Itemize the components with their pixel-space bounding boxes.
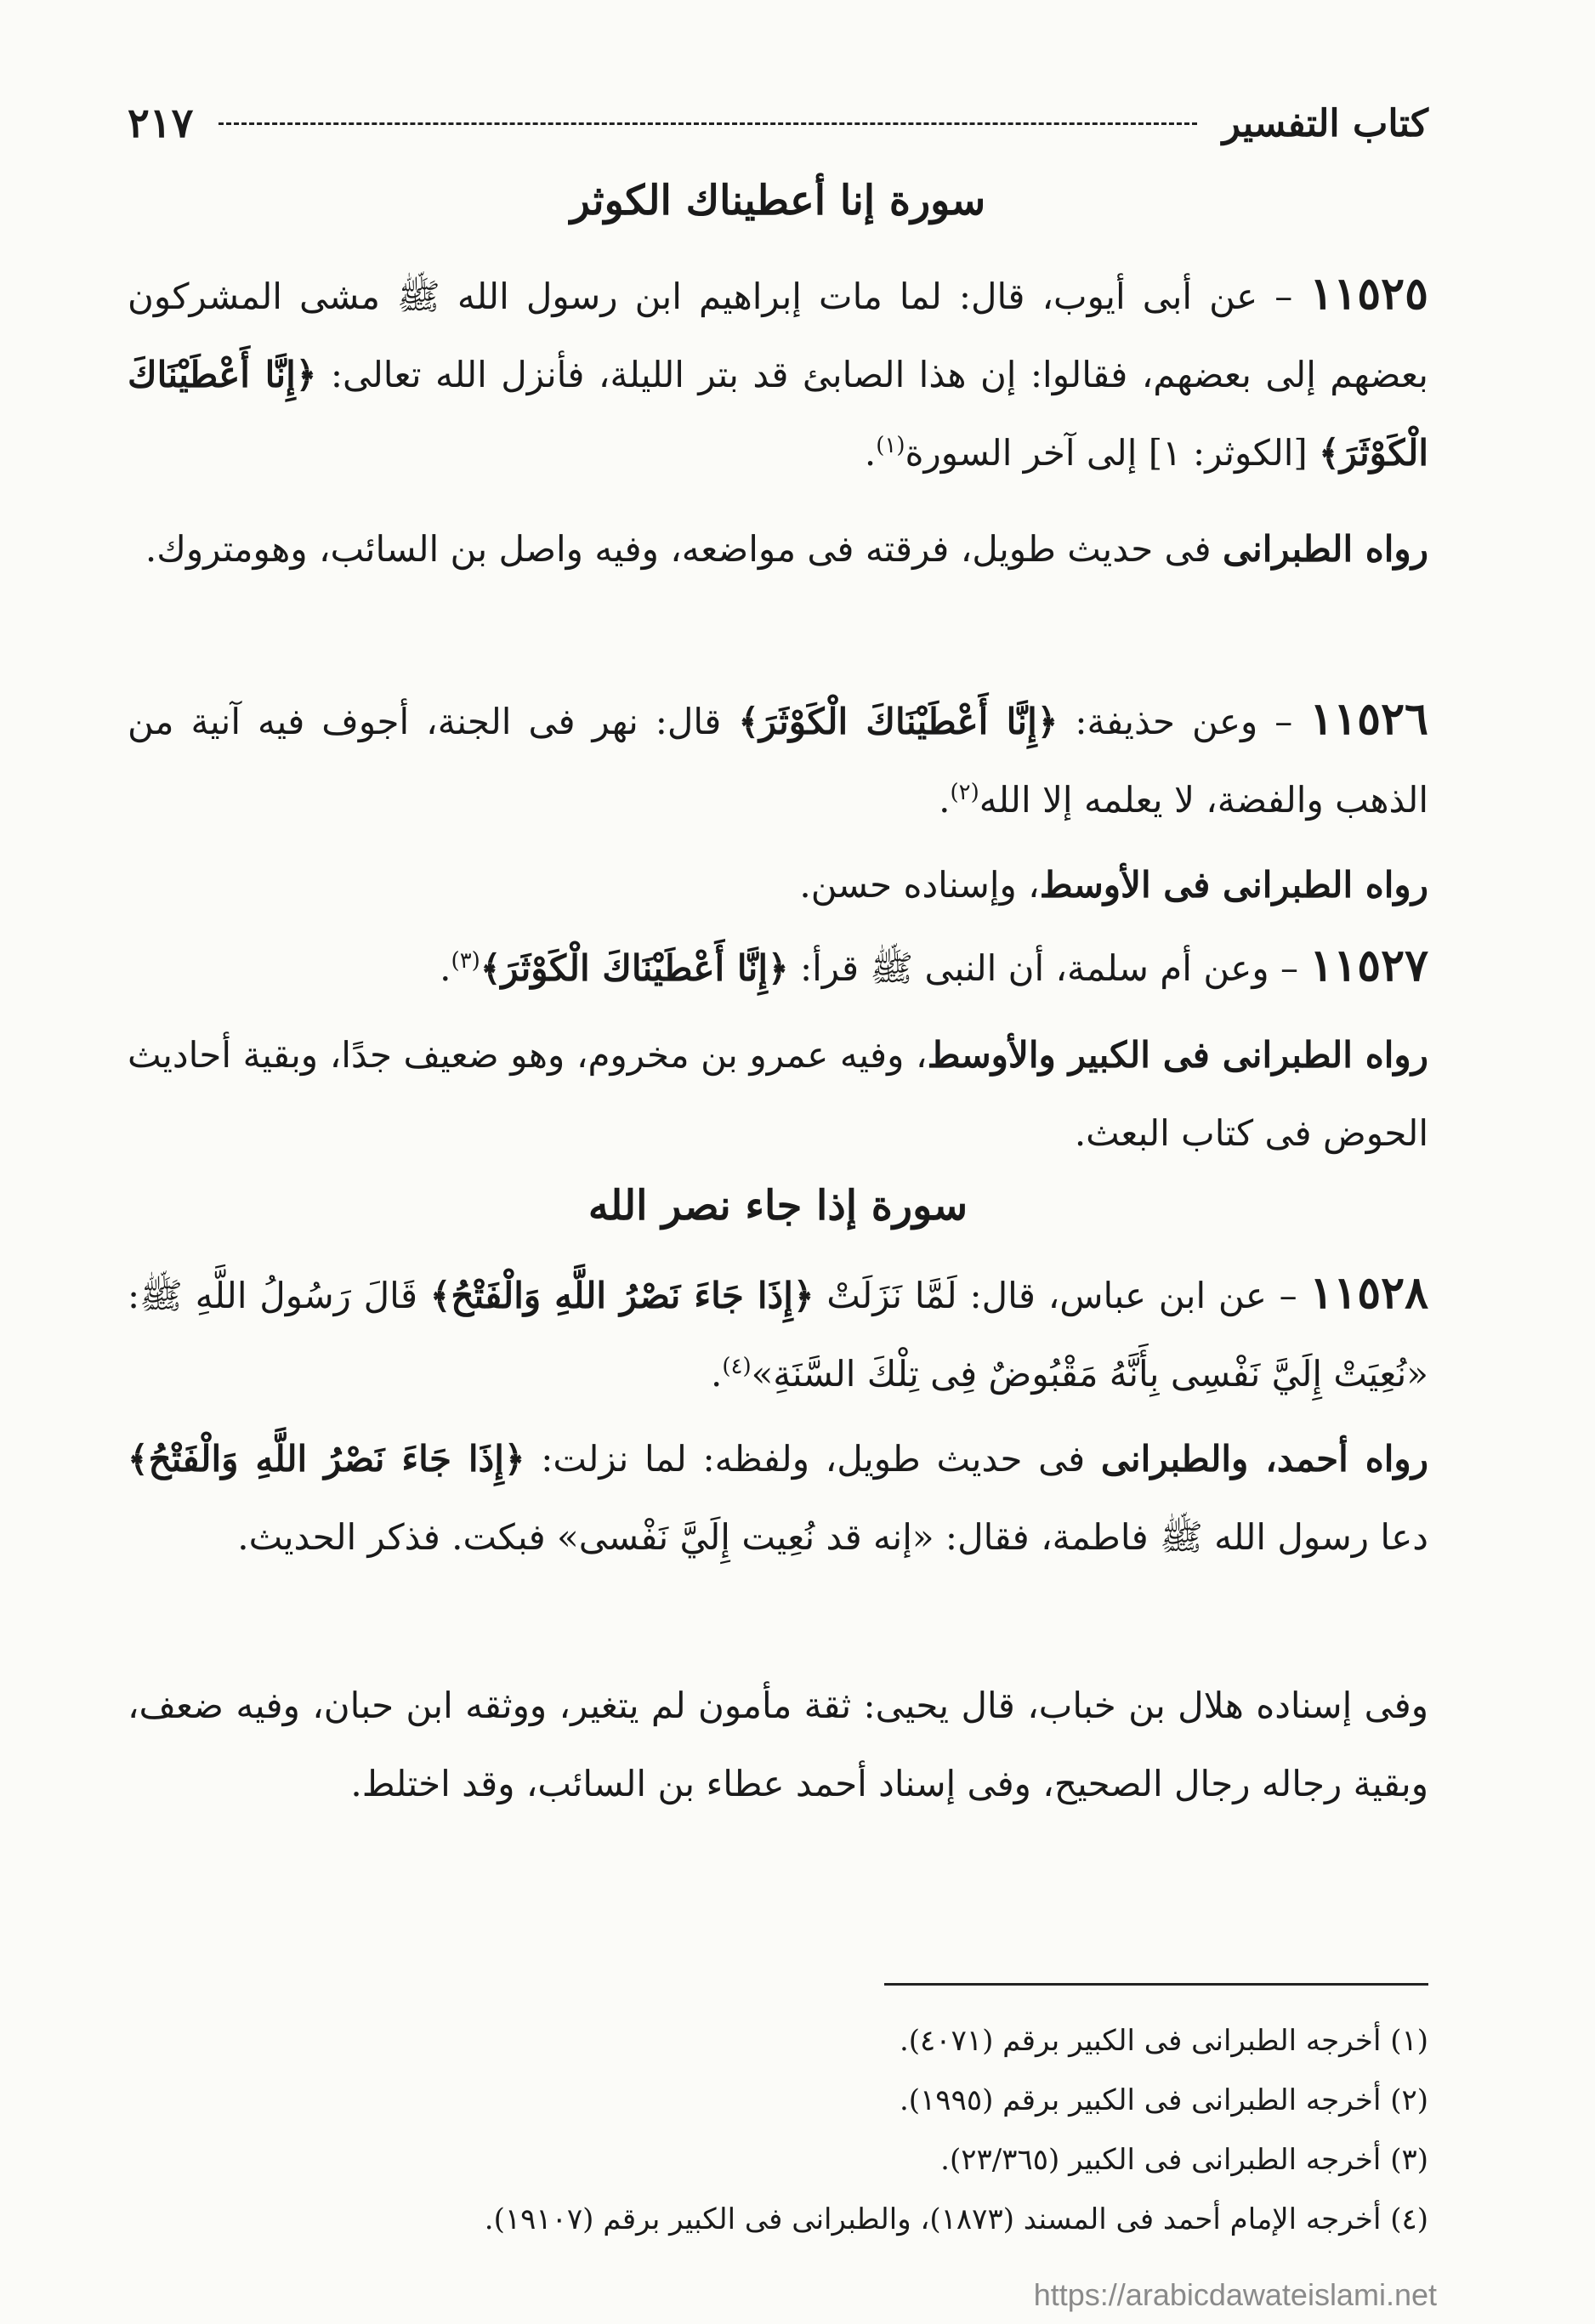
period: . [440, 947, 451, 989]
footnote-separator [884, 1983, 1428, 1986]
hadith-text: – عن أبى أيوب، قال: لما مات إبراهيم ابن رسول الله ﷺ مشى المشركون بعضهم إلى بعضهم، فقالوا: إن هذا الصابئ قد بتر الليلة، فأنزل الله تعالى: [128, 276, 1428, 395]
hadith-text-cont: [الكوثر: ١] إلى آخر السورة [905, 432, 1320, 474]
hadith-text: – عن ابن عباس، قال: لَمَّا نَزَلَتْ [814, 1275, 1310, 1316]
hadith-text-cont: قَالَ رَسُولُ اللَّهِ ﷺ: «نُعِيَتْ إِلَيَّ نَفْسِى بِأَنَّهُ مَقْبُوضٌ فِى تِلْكَ السَّنَةِ» [128, 1275, 1428, 1395]
footnote-4: (٤) أخرجه الإمام أحمد فى المسند (١٨٧٣)، والطبرانى فى الكبير برقم (١٩١٠٧). [484, 2202, 1428, 2236]
footnote-3: (٣) أخرجه الطبرانى فى الكبير (٢٣/٣٦٥). [940, 2143, 1428, 2177]
period: . [864, 432, 877, 474]
footnote-1: (١) أخرجه الطبرانى فى الكبير برقم (٤٠٧١). [899, 2024, 1428, 2058]
hadith-text-cont: قال: نهر فى الجنة، أجوف فيه آنية من الذهب والفضة، لا يعلمه إلا الله [128, 701, 1428, 821]
hadith-11528 [128, 1254, 1428, 1413]
period: . [710, 1353, 723, 1395]
quran-verse: ﴿إِذَا جَاءَ نَصْرُ اللَّهِ وَالْفَتْحُ﴾ [128, 1438, 525, 1480]
note-11526 [128, 846, 1428, 924]
book-title: كتاب التفسير [1222, 101, 1428, 145]
note-11527 [128, 1016, 1428, 1173]
note-11525 [128, 510, 1428, 588]
source-citation: رواه أحمد، والطبرانى [1100, 1438, 1428, 1480]
hadith-11525 [128, 255, 1428, 492]
watermark-url: https://arabicdawateislami.net [1033, 2277, 1437, 2312]
section-title-nasr: سورة إذا جاء نصر الله [587, 1182, 968, 1230]
quran-verse: ﴿إِذَا جَاءَ نَصْرُ اللَّهِ وَالْفَتْحُ﴾ [429, 1275, 815, 1316]
period: . [939, 779, 951, 821]
source-citation: رواه الطبرانى [1223, 528, 1428, 570]
note-text: وفى إسناده هلال بن خباب، قال يحيى: ثقة مأمون لم يتغير، ووثقه ابن حبان، وفيه ضعف، وبقية رجاله رجال الصحيح، وفى إسناد أحمد عطاء بن السائب، وقد اختلط. [128, 1685, 1428, 1804]
hadith-number: ١١٥٢٨ [1309, 1267, 1428, 1319]
footnote-ref[interactable]: (١) [876, 433, 905, 458]
note-text: فى حديث طويل، ولفظه: لما نزلت: [525, 1438, 1101, 1480]
section-title-kawthar: سورة إنا أعطيناك الكوثر [570, 177, 986, 224]
note-text: فى حديث طويل، فرقته فى مواضعه، وفيه واصل بن السائب، وهومتروك. [145, 528, 1223, 570]
footnote-2: (٢) أخرجه الطبرانى فى الكبير برقم (١٩٩٥). [899, 2083, 1428, 2117]
source-citation: رواه الطبرانى فى الأوسط [1039, 864, 1428, 906]
page [128, 85, 1428, 2262]
note-text: ، وفيه عمرو بن مخروم، وهو ضعيف جدًا، وبقية أحاديث الحوض فى كتاب البعث. [128, 1034, 1428, 1154]
quran-verse: ﴿إِنَّا أَعْطَيْنَاكَ الْكَوْثَرَ﴾ [480, 947, 789, 989]
hadith-11527 [128, 927, 1428, 1008]
quran-verse: ﴿إِنَّا أَعْطَيْنَاكَ الْكَوْثَرَ﴾ [128, 354, 1428, 474]
hadith-11526 [128, 680, 1428, 839]
hadith-text: – وعن أم سلمة، أن النبى ﷺ قرأ: [788, 947, 1310, 989]
quran-verse: ﴿إِنَّا أَعْطَيْنَاكَ الْكَوْثَرَ﴾ [738, 701, 1059, 742]
running-header [128, 94, 1428, 153]
footnote-ref[interactable]: (٤) [722, 1354, 752, 1379]
source-citation: رواه الطبرانى فى الكبير والأوسط [927, 1034, 1428, 1076]
hadith-text: – وعن حذيفة: [1058, 701, 1310, 742]
page-number: ٢١٧ [128, 99, 194, 147]
note-11528 [128, 1420, 1428, 1577]
hadith-number: ١١٥٢٦ [1309, 693, 1428, 745]
note-isnad [128, 1667, 1428, 1823]
note-text: ، وإسناده حسن. [799, 864, 1040, 906]
footnote-ref[interactable]: (٢) [950, 780, 979, 805]
footnotes [128, 2011, 1428, 2249]
note-text-cont: دعا رسول الله ﷺ فاطمة، فقال: «إنه قد نُعِيت إِلَيَّ نَفْسى» فبكت. فذكر الحديث. [237, 1516, 1428, 1558]
hadith-number: ١١٥٢٥ [1309, 268, 1428, 320]
hadith-number: ١١٥٢٧ [1309, 940, 1428, 992]
footnote-ref[interactable]: (٣) [451, 948, 480, 974]
header-dashed-rule [219, 122, 1196, 125]
